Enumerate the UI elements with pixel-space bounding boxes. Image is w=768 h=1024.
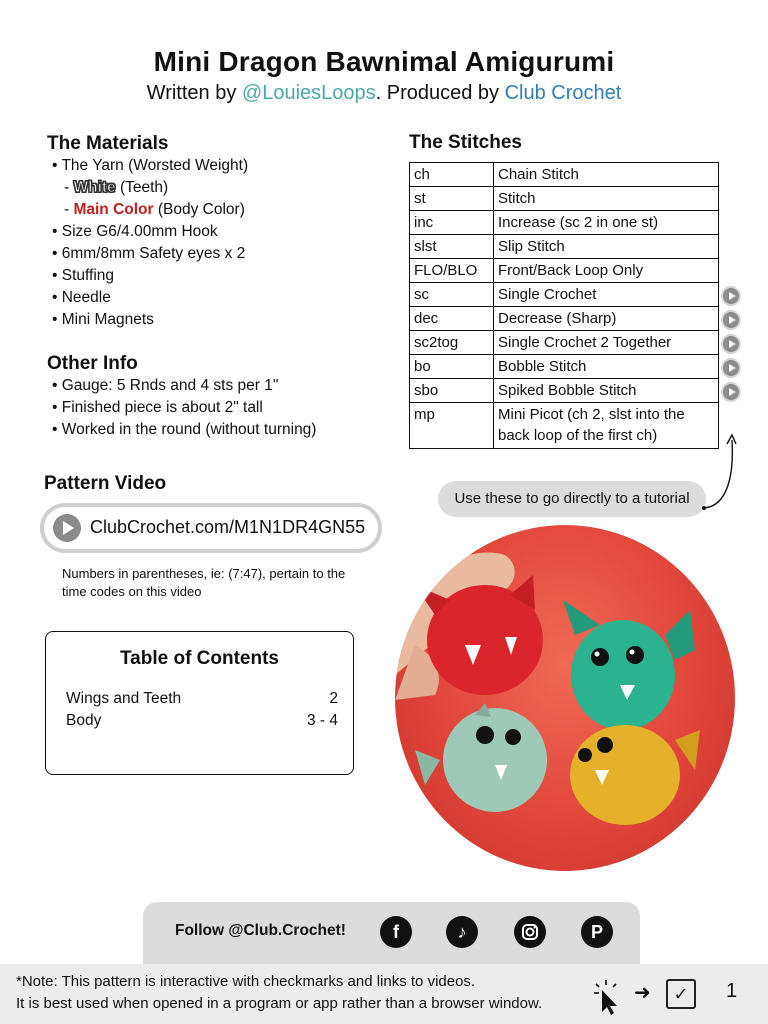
play-tutorial-dec-icon[interactable]	[721, 310, 741, 330]
timecode-note: Numbers in parentheses, ie: (7:47), pertain to the time codes on this video	[62, 566, 346, 599]
instagram-icon[interactable]	[514, 916, 546, 948]
stitch-abbr: sbo	[410, 379, 494, 403]
toc-entry-label: Body	[66, 712, 102, 729]
stitch-abbr: slst	[410, 235, 494, 259]
play-tutorial-sbo-icon[interactable]	[721, 382, 741, 402]
stitch-name: Slip Stitch	[494, 235, 719, 259]
table-of-contents	[45, 631, 354, 775]
play-tutorial-bo-icon[interactable]	[721, 358, 741, 378]
main-color-label: Main Color	[73, 201, 154, 218]
play-tutorial-sc2tog-icon[interactable]	[721, 334, 741, 354]
facebook-icon[interactable]: f	[380, 916, 412, 948]
stitch-name: Single Crochet 2 Together	[494, 331, 719, 355]
table-row	[410, 355, 719, 379]
stitch-name: Increase (sc 2 in one st)	[494, 211, 719, 235]
list-item: • 6mm/8mm Safety eyes x 2	[52, 245, 246, 262]
table-row	[410, 163, 719, 187]
page-number: 1	[726, 980, 738, 1002]
stitch-abbr: FLO/BLO	[410, 259, 494, 283]
list-item: - White (Teeth)	[64, 179, 169, 196]
stitch-abbr: sc2tog	[410, 331, 494, 355]
list-item: • Finished piece is about 2" tall	[52, 399, 263, 416]
dragon-illustration	[395, 525, 735, 871]
stitch-name: Spiked Bobble Stitch	[494, 379, 719, 403]
footer-line-1: *Note: This pattern is interactive with checkmarks and links to videos.	[16, 973, 476, 990]
stitch-abbr: bo	[410, 355, 494, 379]
tutorial-hint: Use these to go directly to a tutorial	[438, 481, 706, 517]
page-title: Mini Dragon Bawnimal Amigurumi	[153, 46, 615, 77]
pattern-video-heading: Pattern Video	[44, 473, 167, 494]
play-icon	[53, 514, 81, 542]
author-link[interactable]: @LouiesLoops	[241, 82, 376, 104]
written-by-text: Written by	[146, 82, 242, 104]
list-item: • Worked in the round (without turning)	[52, 421, 317, 438]
toc-entry[interactable]	[66, 690, 338, 708]
stitch-abbr: st	[410, 187, 494, 211]
stitch-abbr: mp	[410, 403, 494, 449]
other-info-list	[52, 375, 316, 441]
stitches-table	[409, 162, 719, 449]
dragon-photo	[395, 525, 735, 871]
table-row	[410, 331, 719, 355]
table-row	[410, 403, 719, 449]
list-item: • Size G6/4.00mm Hook	[52, 223, 218, 240]
toc-entry-page: 2	[329, 690, 338, 707]
footer-note	[0, 964, 768, 1024]
footer-line-2: It is best used when opened in a program or app rather than a browser window.	[16, 995, 543, 1012]
stitch-name: Bobble Stitch	[494, 355, 719, 379]
checkbox-icon[interactable]: ✓	[666, 979, 696, 1009]
table-row	[410, 379, 719, 403]
produced-by-text: . Produced by	[375, 82, 505, 104]
follow-bar	[143, 902, 640, 964]
arrow-right-icon: ➜	[634, 982, 651, 1004]
stitch-abbr: inc	[410, 211, 494, 235]
stitches-heading: The Stitches	[409, 132, 522, 153]
video-url: ClubCrochet.com/M1N1DR4GN55	[90, 517, 366, 537]
toc-entry[interactable]	[66, 712, 338, 730]
materials-heading: The Materials	[47, 133, 169, 154]
follow-label: Follow @Club.Crochet!	[175, 922, 346, 939]
stitch-name: Decrease (Sharp)	[494, 307, 719, 331]
list-item: • Mini Magnets	[52, 311, 154, 328]
toc-entry-label: Wings and Teeth	[66, 690, 182, 707]
other-info-heading: Other Info	[47, 353, 138, 374]
table-row	[410, 211, 719, 235]
list-item: • The Yarn (Worsted Weight)	[52, 157, 249, 174]
list-item: • Needle	[52, 289, 111, 306]
click-cursor-icon	[592, 978, 622, 1016]
tiktok-icon[interactable]: ♪	[446, 916, 478, 948]
stitch-name: Chain Stitch	[494, 163, 719, 187]
table-row	[410, 307, 719, 331]
stitch-name: Stitch	[494, 187, 719, 211]
producer-link[interactable]: Club Crochet	[504, 82, 622, 104]
materials-list	[52, 155, 248, 331]
table-row	[410, 283, 719, 307]
toc-title: Table of Contents	[119, 648, 280, 669]
stitch-name: Front/Back Loop Only	[494, 259, 719, 283]
stitch-abbr: ch	[410, 163, 494, 187]
white-yarn-label: White	[73, 179, 116, 196]
stitch-name: Mini Picot (ch 2, slst into the back loop of the first ch)	[494, 403, 719, 449]
play-tutorial-sc-icon[interactable]	[721, 286, 741, 306]
pinterest-icon[interactable]: P	[581, 916, 613, 948]
list-item: • Stuffing	[52, 267, 115, 284]
table-row	[410, 187, 719, 211]
curved-arrow-icon	[698, 430, 744, 514]
byline	[0, 82, 768, 105]
stitch-name: Single Crochet	[494, 283, 719, 307]
stitch-abbr: dec	[410, 307, 494, 331]
stitch-abbr: sc	[410, 283, 494, 307]
table-row	[410, 235, 719, 259]
toc-entry-page: 3 - 4	[306, 712, 338, 729]
list-item: - Main Color (Body Color)	[64, 201, 245, 218]
table-row	[410, 259, 719, 283]
list-item: • Gauge: 5 Rnds and 4 sts per 1"	[52, 377, 279, 394]
video-link-button[interactable]	[40, 503, 382, 553]
